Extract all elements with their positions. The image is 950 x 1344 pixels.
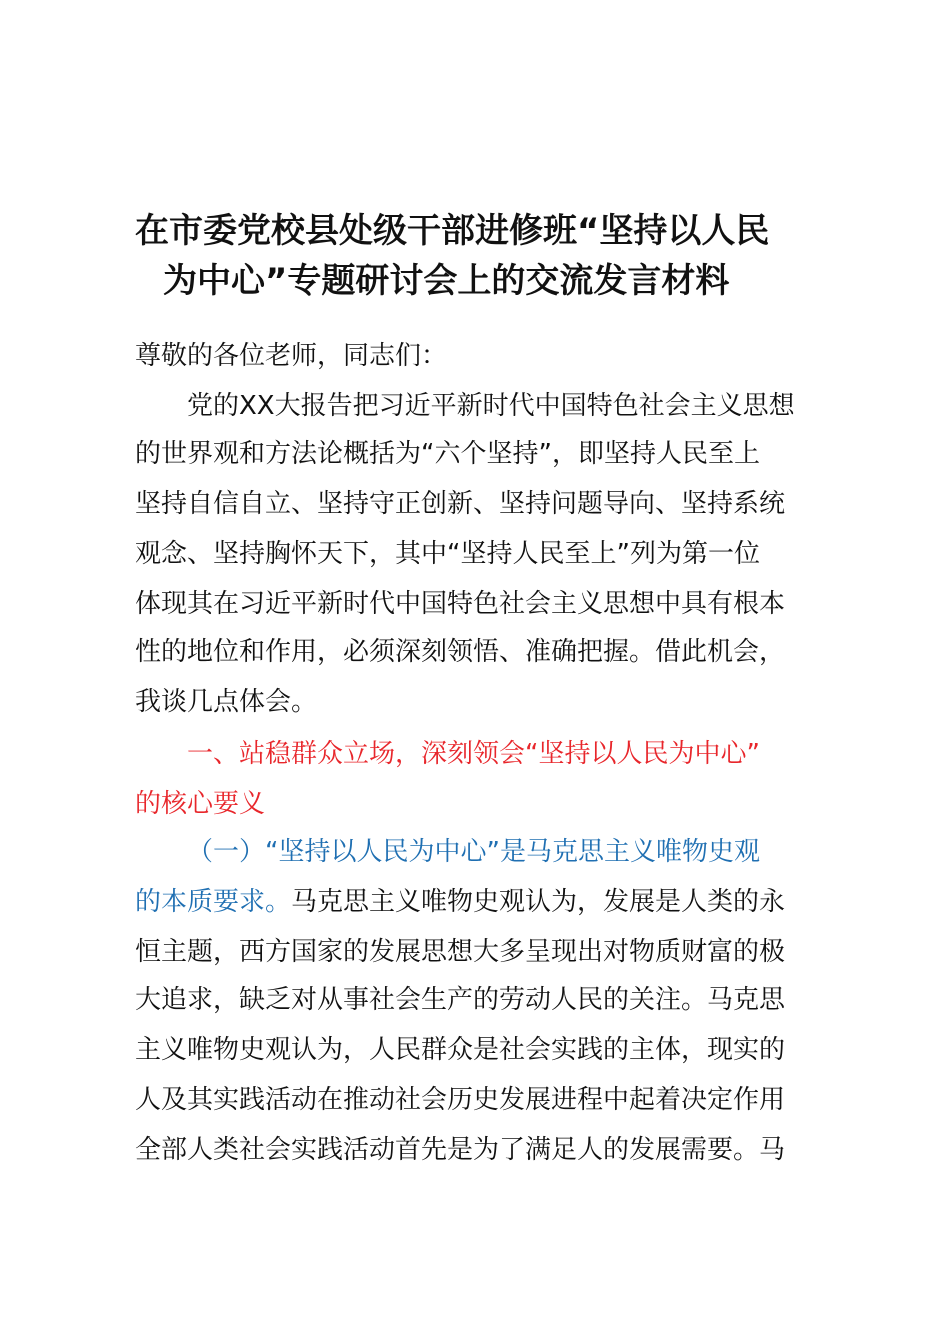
intro-line: 性的地位和作用，必须深刻领悟、准确把握。借此机会， <box>135 637 786 667</box>
intro-line: 观念、坚持胸怀天下，其中“坚持人民至上”列为第一位 <box>135 539 760 569</box>
body-line: 主义唯物史观认为，人民群众是社会实践的主体，现实的 <box>135 1035 786 1065</box>
section-heading-line-1: 一、站稳群众立场，深刻领会“坚持以人民为中心” <box>187 739 760 769</box>
intro-line: 党的XX大报告把习近平新时代中国特色社会主义思想 <box>187 391 795 421</box>
intro-line: 坚持自信自立、坚持守正创新、坚持问题导向、坚持系统 <box>135 489 786 519</box>
document-title-line-2: 为中心”专题研讨会上的交流发言材料 <box>163 261 730 301</box>
body-line: 人及其实践活动在推动社会历史发展进程中起着决定作用 <box>135 1085 786 1115</box>
intro-line: 体现其在习近平新时代中国特色社会主义思想中具有根本 <box>135 589 786 619</box>
subsection-line-2 <box>135 882 785 922</box>
body-line: 全部人类社会实践活动首先是为了满足人的发展需要。马 <box>135 1135 786 1165</box>
body-line: 大追求，缺乏对从事社会生产的劳动人民的关注。马克思 <box>135 985 786 1015</box>
section-heading-line-2: 的核心要义 <box>135 789 266 819</box>
body-text-segment: 马克思主义唯物史观认为，发展是人类的永 <box>291 887 786 917</box>
intro-line: 的世界观和方法论概括为“六个坚持”，即坚持人民至上 <box>135 439 760 469</box>
subsection-heading-tail: 的本质要求。 <box>135 887 292 917</box>
body-line: 恒主题，西方国家的发展思想大多呈现出对物质财富的极 <box>135 937 786 967</box>
document-title-line-1: 在市委党校县处级干部进修班“坚持以人民 <box>135 211 770 251</box>
intro-line: 我谈几点体会。 <box>135 687 318 717</box>
subsection-heading-line-1: （一）“坚持以人民为中心”是马克思主义唯物史观 <box>187 837 760 867</box>
greeting: 尊敬的各位老师，同志们： <box>135 341 448 371</box>
